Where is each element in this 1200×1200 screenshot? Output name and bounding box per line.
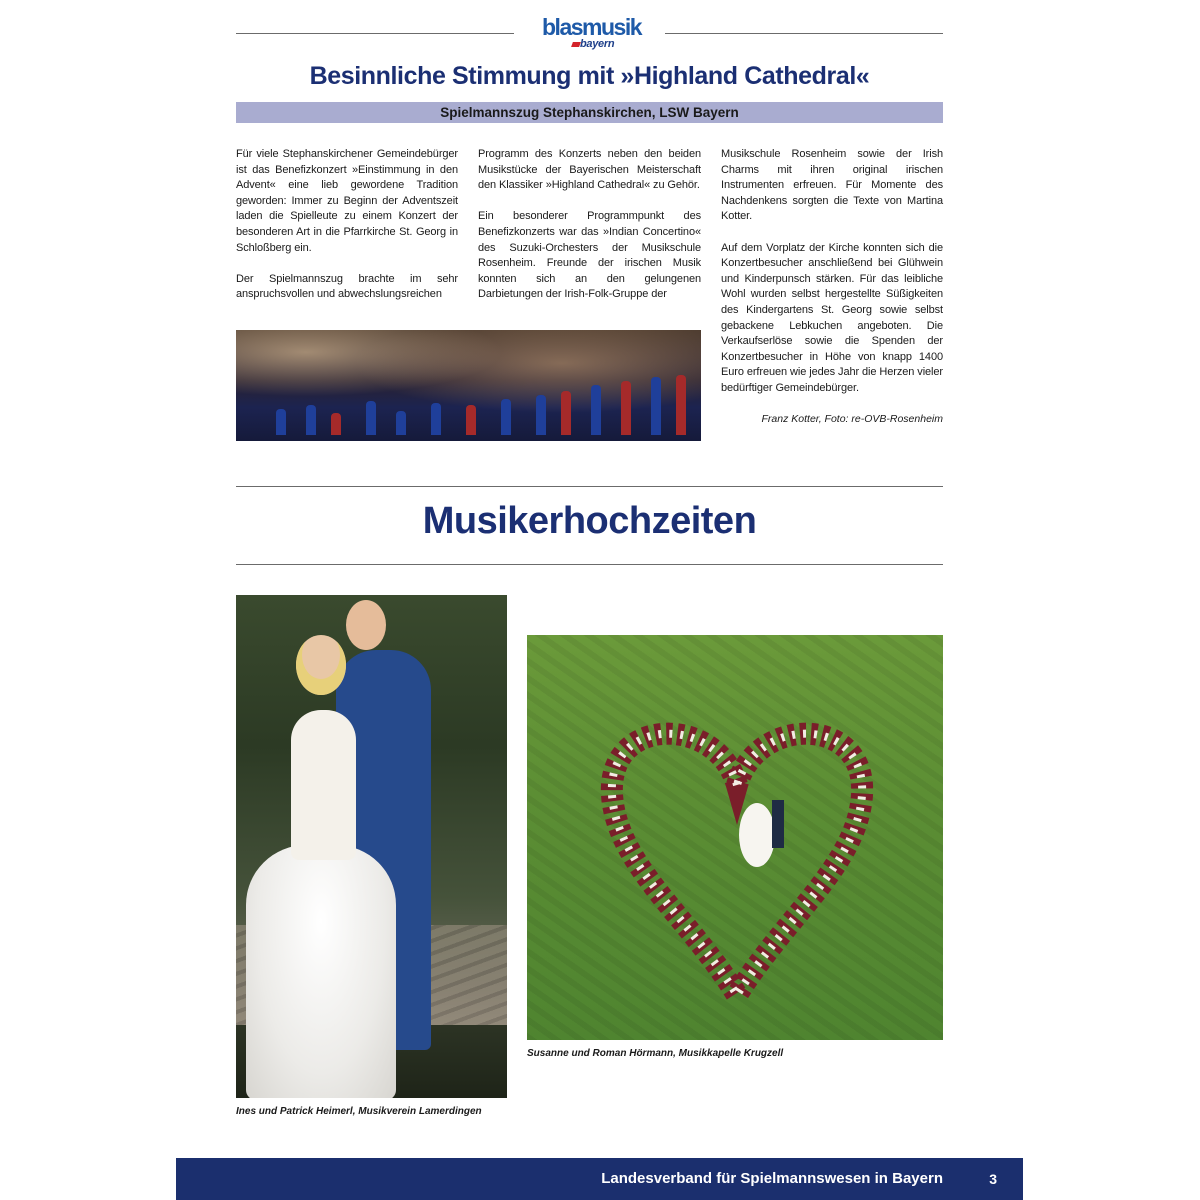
paragraph: Der Spielmannszug brachte im sehr anspruchsvollen und abwechslungsreichen (236, 272, 458, 301)
paragraph: Ein besonderer Programmpunkt des Benefizkonzerts war das »Indian Concertino« des Suzuki-Orchesters der Musikschule Rosenheim. Freunde der irischen Musik konnten sich an den gelungenen Darbietungen der Irish-Folk-Gruppe der (478, 210, 701, 301)
wedding-photo-heart-formation (527, 635, 943, 1040)
article-column-3 (721, 147, 943, 397)
wedding-photo-couple (236, 595, 507, 1098)
page-footer (176, 1158, 1023, 1200)
article-subtitle: Spielmannszug Stephanskirchen, LSW Bayern (236, 102, 943, 123)
paragraph: Für viele Stephanskirchener Gemeindebürger ist das Benefizkonzert »Einstimmung in den Advent« eine lieb gewordene Tradition geworden: Immer zu Beginn der Adventszeit laden die Spielleute zu einem Konzert der besonderen Art in die Pfarrkirche St. Georg in Schloßberg ein. (236, 148, 458, 254)
logo-sub: bayern (580, 38, 615, 50)
paragraph: Auf dem Vorplatz der Kirche konnten sich die Konzertbesucher anschließend bei Glühwein und Kinderpunsch stärken. Für das leibliche Wohl wurden selbst hergestellte Süßigkeiten des Kindergartens St. Georg sowie selbst gebackene Lebkuchen angeboten. Die Verkaufserlöse sowie die Spenden der Konzertbesucher in Höhe von knapp 1400 Euro erfreuen wie jedes Jahr die Herzen vieler bedürftiger Gemeindebürger. (721, 241, 943, 394)
concert-photo (236, 330, 701, 441)
blasmusik-logo (540, 14, 640, 50)
caption-right: Susanne und Roman Hörmann, Musikkapelle Krugzell (527, 1048, 784, 1059)
heart-formation (567, 675, 907, 1015)
paragraph: Musikschule Rosenheim sowie der Irish Charms mit ihren original irischen Instrumenten erfreuen. Für Momente des Nachdenkens sorgten die Texte von Martina Kotter. (721, 148, 943, 223)
section-rule-top (236, 486, 943, 487)
section-title: Musikerhochzeiten (422, 500, 757, 542)
article-column-2 (478, 147, 701, 303)
footer-org: Landesverband für Spielmannswesen in Bayern (601, 1170, 943, 1187)
caption-left: Ines und Patrick Heimerl, Musikverein Lamerdingen (236, 1106, 482, 1117)
page-number: 3 (989, 1171, 997, 1187)
section-rule-bottom (236, 564, 943, 565)
header-rule-left (236, 33, 514, 34)
article-column-1 (236, 147, 458, 303)
paragraph: Programm des Konzerts neben den beiden Musikstücke der Bayerischen Meisterschaft den Klassiker »Highland Cathedral« zu Gehör. (478, 148, 701, 192)
logo-word: blasmusik (542, 14, 641, 40)
header-rule-right (665, 33, 943, 34)
article-title: Besinnliche Stimmung mit »Highland Cathedral« (309, 62, 870, 90)
article-credit: Franz Kotter, Foto: re-OVB-Rosenheim (761, 413, 943, 425)
